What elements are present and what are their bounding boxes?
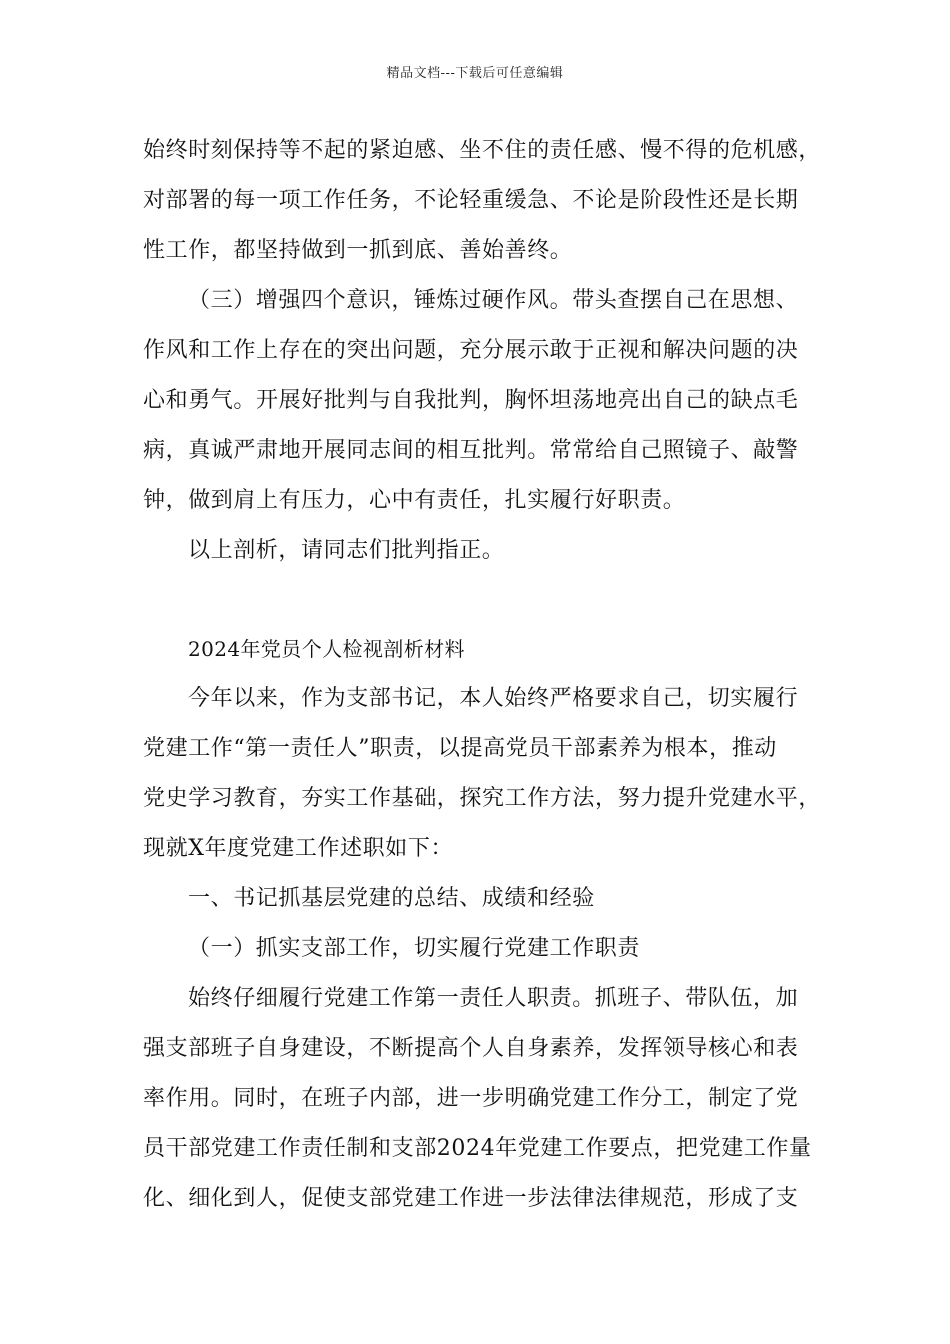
paragraph-heading: （三）增强四个意识，锤炼过硬作风。带头查摆自己在思想、 — [188, 288, 799, 313]
body-line: 作风和工作上存在的突出问题，充分展示敢于正视和解决问题的决 — [143, 338, 799, 363]
body-line: 强支部班子自身建设，不断提高个人自身素养，发挥领导核心和表 — [143, 1036, 799, 1061]
body-line: 现就X年度党建工作述职如下： — [143, 836, 454, 861]
body-line: 病，真诚严肃地开展同志间的相互批判。常常给自己照镜子、敲警 — [143, 438, 799, 463]
body-line: 党建工作“第一责任人”职责，以提高党员干部素养为根本，推动 — [143, 736, 777, 761]
body-line: 化、细化到人，促使支部党建工作进一步法律法律规范，形成了支 — [143, 1186, 799, 1211]
body-line: 以上剖析，请同志们批判指正。 — [188, 538, 505, 563]
body-line: 率作用。同时，在班子内部，进一步明确党建工作分工，制定了党 — [143, 1086, 799, 1111]
body-line: 对部署的每一项工作任务，不论轻重缓急、不论是阶段性还是长期 — [143, 188, 799, 213]
body-line: 钟，做到肩上有压力，心中有责任，扎实履行好职责。 — [143, 488, 686, 513]
body-line: 党史学习教育，夯实工作基础，探究工作方法，努力提升党建水平， — [143, 786, 822, 811]
page-header: 精品文档---下载后可任意编辑 — [386, 66, 564, 81]
body-line: 心和勇气。开展好批判与自我批判，胸怀坦荡地亮出自己的缺点毛 — [143, 388, 799, 413]
subsection-heading: （一）抓实支部工作，切实履行党建工作职责 — [188, 936, 641, 961]
section-heading: 一、书记抓基层党建的总结、成绩和经验 — [188, 886, 595, 911]
body-line: 始终仔细履行党建工作第一责任人职责。抓班子、带队伍，加 — [188, 986, 799, 1011]
body-line: 始终时刻保持等不起的紧迫感、坐不住的责任感、慢不得的危机感， — [143, 138, 822, 163]
body-line: 员干部党建工作责任制和支部2024年党建工作要点，把党建工作量 — [143, 1136, 812, 1161]
body-line: 今年以来，作为支部书记，本人始终严格要求自己，切实履行 — [188, 686, 799, 711]
document-title: 2024年党员个人检视剖析材料 — [188, 637, 465, 661]
body-line: 性工作，都坚持做到一抓到底、善始善终。 — [143, 238, 573, 263]
